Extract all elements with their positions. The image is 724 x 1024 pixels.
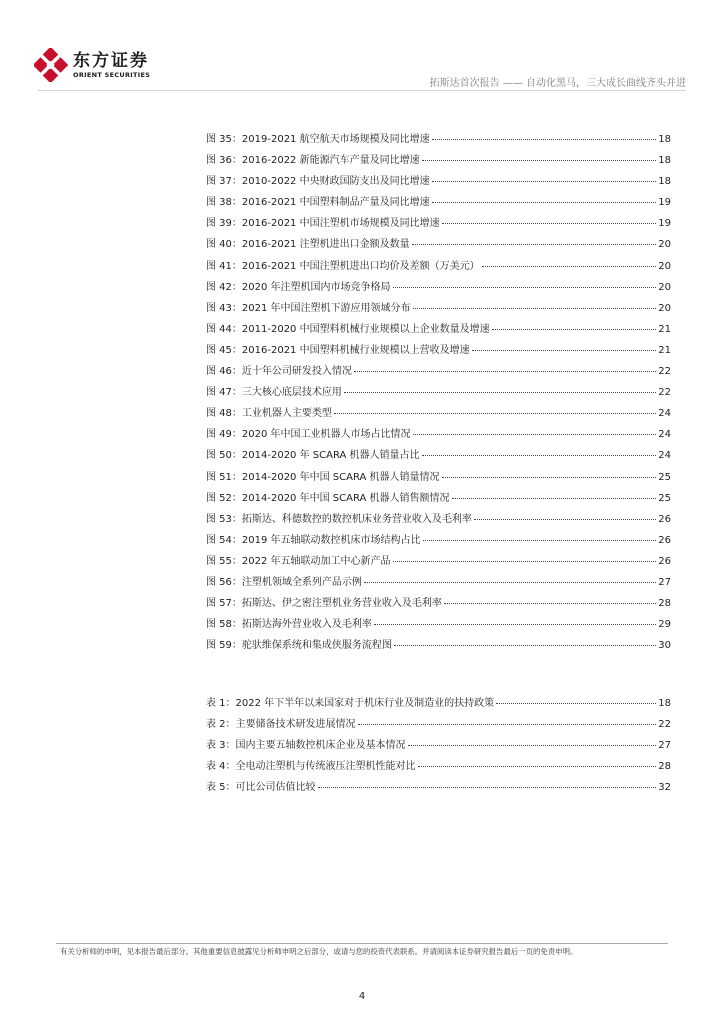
dot-leader xyxy=(318,787,657,788)
entry-label: 图 40： xyxy=(206,239,242,251)
dot-leader xyxy=(432,139,657,140)
orient-securities-logo-icon xyxy=(34,48,68,82)
toc-entry[interactable] xyxy=(206,572,671,593)
entry-title: 2019 年五轴联动数控机床市场结构占比 xyxy=(241,534,421,546)
toc-entry[interactable] xyxy=(206,361,671,382)
entry-title: 2016-2021 中国塑料制品产量及同比增速 xyxy=(241,197,430,209)
header-divider xyxy=(38,90,686,91)
entry-page: 30 xyxy=(658,640,671,652)
entry-label: 图 56： xyxy=(206,576,242,588)
dot-leader xyxy=(393,287,657,288)
entry-title: 拓斯达海外营业收入及毛利率 xyxy=(241,619,372,631)
entry-page: 18 xyxy=(658,698,671,709)
toc-entry[interactable] xyxy=(206,530,671,551)
disclaimer-text: 有关分析师的申明，见本报告最后部分。其他重要信息披露见分析师申明之后部分，或请与您的投资代表联系。并请阅读本证券研究报告最后一页的免责申明。 xyxy=(60,947,578,956)
entry-label: 表 4： xyxy=(206,761,236,773)
entry-title: 拓斯达、科德数控的数控机床业务营业收入及毛利率 xyxy=(241,513,472,525)
dot-leader xyxy=(408,745,657,746)
report-title: 拓斯达首次报告 —— 自动化黑马，三大成长曲线齐头并进 xyxy=(429,78,686,89)
entry-title: 三大核心底层技术应用 xyxy=(241,387,342,399)
dot-leader xyxy=(442,223,657,224)
entry-label: 图 58： xyxy=(206,619,242,631)
entry-page: 32 xyxy=(658,782,671,794)
entry-label: 表 5： xyxy=(206,782,236,794)
toc-entry[interactable] xyxy=(206,509,671,530)
toc-entry[interactable] xyxy=(206,614,671,635)
entry-label: 图 44： xyxy=(206,323,242,335)
dot-leader xyxy=(412,244,657,245)
entry-title: 2020 年注塑机国内市场竞争格局 xyxy=(241,281,391,293)
entry-page: 18 xyxy=(658,176,671,188)
dot-leader xyxy=(482,266,657,267)
dot-leader xyxy=(413,434,657,435)
dot-leader xyxy=(422,160,657,161)
toc-entry[interactable] xyxy=(206,129,671,150)
entry-title: 近十年公司研发投入情况 xyxy=(241,366,352,378)
toc-entry[interactable] xyxy=(206,192,671,213)
toc-entry[interactable] xyxy=(206,488,671,509)
entry-title: 2019-2021 航空航天市场规模及同比增速 xyxy=(241,134,430,145)
entry-label: 图 50： xyxy=(206,450,242,462)
entry-label: 图 41： xyxy=(206,260,242,272)
entry-label: 图 43： xyxy=(206,302,242,314)
entry-page: 20 xyxy=(658,302,671,314)
dot-leader xyxy=(364,582,656,583)
dot-leader xyxy=(423,540,657,541)
entry-page: 21 xyxy=(658,344,671,356)
entry-title: 2016-2022 新能源汽车产量及同比增速 xyxy=(241,155,420,167)
entry-label: 图 35： xyxy=(206,134,242,145)
entry-page: 25 xyxy=(658,492,671,504)
entry-title: 2016-2021 中国注塑机进出口均价及差额（万美元） xyxy=(241,260,480,272)
brand-name-cn: 东方证券 xyxy=(73,50,149,71)
toc-entry[interactable] xyxy=(206,298,671,319)
entry-page: 25 xyxy=(658,471,671,483)
entry-page: 27 xyxy=(658,740,671,752)
entry-page: 22 xyxy=(658,719,671,731)
entry-title: 2016-2021 注塑机进出口金额及数量 xyxy=(241,239,410,251)
entry-label: 图 38： xyxy=(206,197,242,209)
entry-title: 工业机器人主要类型 xyxy=(241,408,332,420)
entry-page: 22 xyxy=(658,366,671,378)
entry-page: 19 xyxy=(658,197,671,209)
toc-entry[interactable] xyxy=(206,171,671,192)
dot-leader xyxy=(444,603,656,604)
entry-page: 22 xyxy=(658,387,671,399)
entry-label: 表 2： xyxy=(206,719,236,731)
entry-page: 21 xyxy=(658,323,671,335)
entry-title: 国内主要五轴数控机床企业及基本情况 xyxy=(235,740,406,752)
toc-entry[interactable] xyxy=(206,635,671,656)
entry-page: 20 xyxy=(658,239,671,251)
table-list xyxy=(206,693,671,798)
entry-title: 注塑机领域全系列产品示例 xyxy=(241,576,362,588)
toc-entry[interactable] xyxy=(206,150,671,171)
dot-leader xyxy=(394,645,656,646)
entry-page: 24 xyxy=(658,450,671,462)
toc-entry[interactable] xyxy=(206,277,671,298)
entry-title: 拓斯达、伊之密注塑机业务营业收入及毛利率 xyxy=(241,598,442,610)
entry-label: 图 37： xyxy=(206,176,242,188)
entry-label: 图 48： xyxy=(206,408,242,420)
entry-title: 2020 年中国工业机器人市场占比情况 xyxy=(241,429,411,441)
entry-label: 表 3： xyxy=(206,740,236,752)
toc-entry[interactable] xyxy=(206,445,671,466)
brand-name-en: ORIENT SECURITIES xyxy=(73,70,151,79)
entry-title: 2016-2021 中国塑料机械行业规模以上营收及增速 xyxy=(241,344,470,356)
entry-title: 2014-2020 年中国 SCARA 机器人销量情况 xyxy=(241,471,440,483)
dot-leader xyxy=(374,624,656,625)
entry-title: 2022 年下半年以来国家对于机床行业及制造业的扶持政策 xyxy=(235,698,495,709)
entry-label: 图 49： xyxy=(206,429,242,441)
toc-entry[interactable] xyxy=(206,256,671,277)
entry-page: 26 xyxy=(658,534,671,546)
entry-label: 图 45： xyxy=(206,344,242,356)
page-number: 4 xyxy=(358,991,366,1002)
page-header xyxy=(0,0,724,96)
entry-title: 2016-2021 中国注塑机市场规模及同比增速 xyxy=(241,218,440,230)
entry-title: 2010-2022 中央财政国防支出及同比增速 xyxy=(241,176,430,188)
toc-entry[interactable] xyxy=(206,213,671,234)
entry-label: 图 42： xyxy=(206,281,242,293)
entry-page: 24 xyxy=(658,408,671,420)
entry-page: 26 xyxy=(658,513,671,525)
toc-entry[interactable] xyxy=(206,424,671,445)
entry-title: 2014-2020 年中国 SCARA 机器人销售额情况 xyxy=(241,492,450,504)
entry-page: 18 xyxy=(658,134,671,145)
toc-entry[interactable] xyxy=(206,777,671,798)
dot-leader xyxy=(422,455,657,456)
toc-entry[interactable] xyxy=(206,714,671,735)
entry-title: 2014-2020 年 SCARA 机器人销量占比 xyxy=(241,450,420,462)
entry-title: 2022 年五轴联动加工中心新产品 xyxy=(241,555,391,567)
toc-entry[interactable] xyxy=(206,693,671,714)
entry-page: 20 xyxy=(658,260,671,272)
entry-title: 驼驮维保系统和集成侠服务流程图 xyxy=(241,640,392,652)
entry-label: 图 51： xyxy=(206,471,242,483)
dot-leader xyxy=(393,561,657,562)
entry-label: 表 1： xyxy=(206,698,236,709)
dot-leader xyxy=(432,181,657,182)
company-logo xyxy=(34,48,150,82)
entry-title: 主要储备技术研发进展情况 xyxy=(235,719,356,731)
entry-label: 图 36： xyxy=(206,155,242,167)
dot-leader xyxy=(344,392,656,393)
entry-page: 27 xyxy=(658,576,671,588)
dot-leader xyxy=(442,477,657,478)
dot-leader xyxy=(432,202,657,203)
entry-title: 2011-2020 中国塑料机械行业规模以上企业数量及增速 xyxy=(241,323,490,335)
entry-page: 26 xyxy=(658,555,671,567)
entry-label: 图 54： xyxy=(206,534,242,546)
dot-leader xyxy=(492,329,657,330)
toc-entry[interactable] xyxy=(206,340,671,361)
toc-entry[interactable] xyxy=(206,756,671,777)
entry-title: 2021 年中国注塑机下游应用领域分布 xyxy=(241,302,411,314)
dot-leader xyxy=(452,498,657,499)
entry-page: 18 xyxy=(658,155,671,167)
entry-label: 图 39： xyxy=(206,218,242,230)
dot-leader xyxy=(354,371,656,372)
entry-page: 28 xyxy=(658,598,671,610)
entry-label: 图 59： xyxy=(206,640,242,652)
toc-entry[interactable] xyxy=(206,593,671,614)
dot-leader xyxy=(472,350,657,351)
toc-entry[interactable] xyxy=(206,234,671,255)
entry-page: 24 xyxy=(658,429,671,441)
dot-leader xyxy=(334,413,656,414)
entry-label: 图 46： xyxy=(206,366,242,378)
figure-list xyxy=(206,129,671,656)
entry-page: 28 xyxy=(658,761,671,773)
toc-entry[interactable] xyxy=(206,319,671,340)
toc-entry[interactable] xyxy=(206,735,671,756)
entry-label: 图 55： xyxy=(206,555,242,567)
toc-entry[interactable] xyxy=(206,382,671,403)
toc-entry[interactable] xyxy=(206,467,671,488)
dot-leader xyxy=(474,519,656,520)
entry-title: 全电动注塑机与传统液压注塑机性能对比 xyxy=(235,761,416,773)
dot-leader xyxy=(358,724,657,725)
entry-page: 20 xyxy=(658,281,671,293)
dot-leader xyxy=(496,703,656,704)
toc-entry[interactable] xyxy=(206,551,671,572)
entry-label: 图 53： xyxy=(206,513,242,525)
entry-page: 19 xyxy=(658,218,671,230)
toc-entry[interactable] xyxy=(206,403,671,424)
entry-label: 图 57： xyxy=(206,598,242,610)
entry-page: 29 xyxy=(658,619,671,631)
footer-divider xyxy=(56,943,668,944)
entry-label: 图 52： xyxy=(206,492,242,504)
dot-leader xyxy=(413,308,657,309)
dot-leader xyxy=(418,766,657,767)
entry-title: 可比公司估值比较 xyxy=(235,782,316,794)
entry-label: 图 47： xyxy=(206,387,242,399)
